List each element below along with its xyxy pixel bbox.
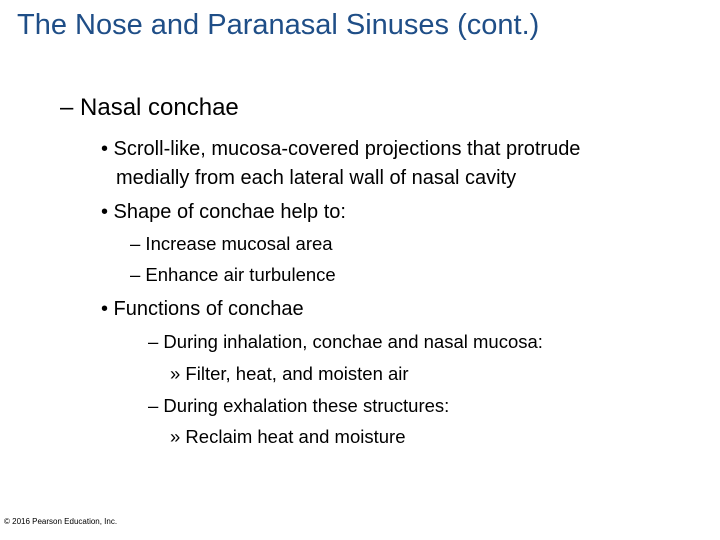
slide-title: The Nose and Paranasal Sinuses (cont.) — [17, 9, 540, 41]
sub-during-exhalation: – During exhalation these structures: — [148, 395, 450, 416]
sub-enhance-air-turbulence: – Enhance air turbulence — [130, 264, 336, 285]
nasal-conchae-heading: – Nasal conchae — [60, 94, 239, 121]
bullet-scroll-like-line2: medially from each lateral wall of nasal cavity — [116, 167, 517, 189]
detail-filter-heat-moisten: » Filter, heat, and moisten air — [170, 363, 409, 384]
bullet-functions-of-conchae: • Functions of conchae — [101, 298, 304, 320]
sub-during-inhalation: – During inhalation, conchae and nasal mucosa: — [148, 331, 543, 352]
sub-increase-mucosal-area: – Increase mucosal area — [130, 233, 333, 254]
copyright-notice: © 2016 Pearson Education, Inc. — [4, 517, 118, 526]
bullet-shape-of-conchae: • Shape of conchae help to: — [101, 201, 346, 223]
bullet-scroll-like-line1: • Scroll-like, mucosa-covered projections that protrude — [101, 138, 581, 160]
detail-reclaim-heat-moisture: » Reclaim heat and moisture — [170, 426, 406, 447]
